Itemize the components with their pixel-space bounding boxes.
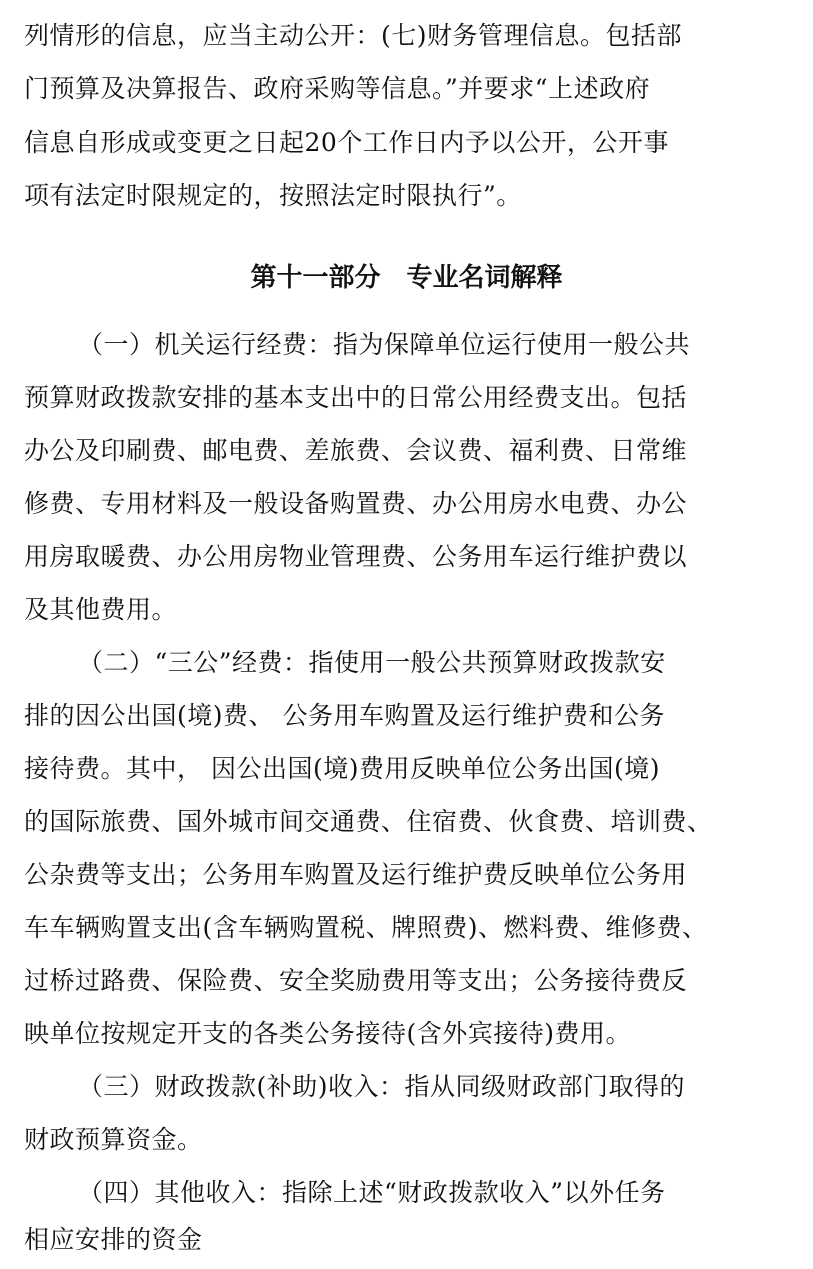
- section-title: 第十一部分 专业名词解释: [250, 263, 563, 293]
- term-2-line-1: （二）“三公”经费：指使用一般公共预算财政拨款安: [78, 648, 666, 677]
- term-2-line-4: 的国际旅费、国外城市间交通费、住宿费、伙食费、培训费、: [24, 807, 713, 836]
- term-2-line-8: 映单位按规定开支的各类公务接待(含外宾接待)费用。: [24, 1019, 632, 1048]
- term-2-line-2: 排的因公出国(境)费、 公务用车购置及运行维护费和公务: [24, 701, 665, 730]
- term-3-line-1: （三）财政拨款(补助)收入：指从同级财政部门取得的: [78, 1072, 686, 1101]
- term-2-line-5: 公杂费等支出；公务用车购置及运行维护费反映单位公务用: [24, 860, 688, 889]
- term-4-line-2: 相应安排的资金: [24, 1225, 203, 1254]
- term-4-line-1: （四）其他收入：指除上述“财政拨款收入”以外任务: [78, 1178, 666, 1207]
- term-1-line-2: 预算财政拨款安排的基本支出中的日常公用经费支出。包括: [24, 383, 688, 412]
- term-2-line-7: 过桥过路费、保险费、安全奖励费用等支出；公务接待费反: [24, 966, 688, 995]
- intro-line-4: 项有法定时限规定的，按照法定时限执行”。: [24, 181, 522, 210]
- term-1-line-1: （一）机关运行经费：指为保障单位运行使用一般公共: [78, 330, 691, 359]
- term-2-line-6: 车车辆购置支出(含车辆购置税、牌照费)、燃料费、维修费、: [24, 913, 708, 942]
- intro-line-2: 门预算及决算报告、政府采购等信息。”并要求“上述政府: [24, 74, 651, 103]
- term-1-line-4: 修费、专用材料及一般设备购置费、办公用房水电费、办公: [24, 489, 688, 518]
- term-2-line-3: 接待费。其中， 因公出国(境)费用反映单位公务出国(境): [24, 754, 660, 783]
- term-1-line-5: 用房取暖费、办公用房物业管理费、公务用车运行维护费以: [24, 542, 688, 571]
- term-3-line-2: 财政预算资金。: [24, 1125, 203, 1154]
- term-1-line-3: 办公及印刷费、邮电费、差旅费、会议费、福利费、日常维: [24, 436, 688, 465]
- intro-line-1: 列情形的信息，应当主动公开：(七)财务管理信息。包括部: [24, 21, 683, 50]
- intro-line-3: 信息自形成或变更之日起20个工作日内予以公开，公开事: [24, 128, 669, 157]
- term-1-line-6: 及其他费用。: [24, 595, 178, 624]
